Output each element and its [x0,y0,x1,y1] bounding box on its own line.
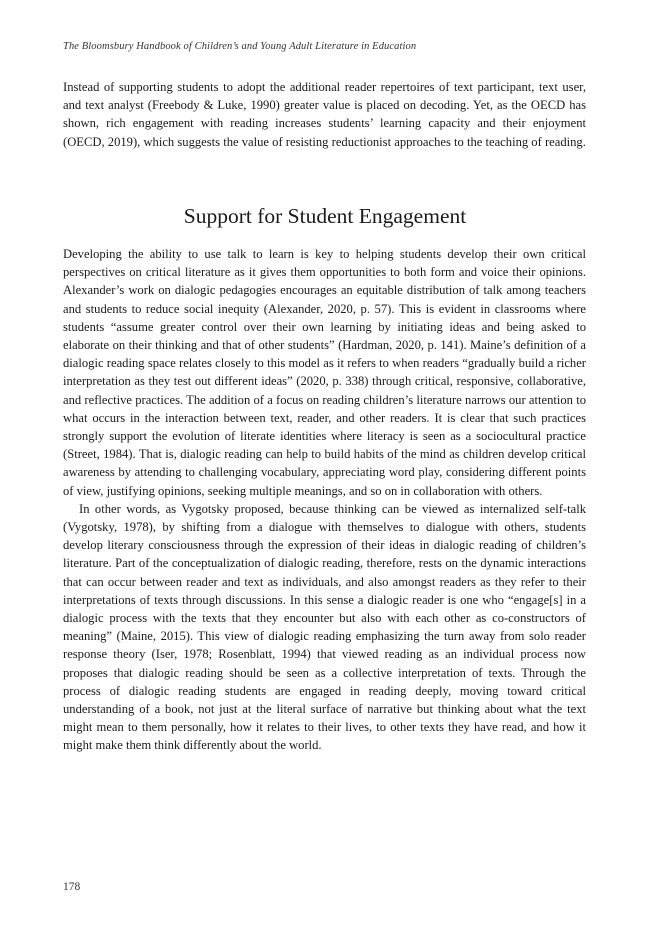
intro-text-block [63,78,586,151]
page-number: 178 [63,881,81,893]
section-body [63,245,586,755]
running-header: The Bloomsbury Handbook of Children’s and Young Adult Literature in Education [63,41,417,52]
body-paragraph-1: Developing the ability to use talk to learn is key to helping students develop their own critical perspectives on critical literature as it gives them opportunities to both form and voice their opinions. Alexander’s work on dialogic pedagogies encourages an equitable distribution of talk among teachers and students to reduce social inequity (Alexander, 2020, p. 57). This is evident in classrooms where students “assume greater control over their own learning by initiating ideas and being asked to elaborate on their thinking and that of other students” (Hardman, 2020, p. 141). Maine’s definition of a dialogic reading space relates closely to this model as it refers to when readers “gradually build a richer interpretation as they test out different ideas” (2020, p. 338) through critical, responsive, collaborative, and reflective practices. The addition of a focus on reading children’s literature narrows our attention to what occurs in the interaction between text, reader, and other readers. It is clear that such practices strongly support the evolution of literate identities where literacy is seen as a sociocultural practice (Street, 1984). That is, dialogic reading can help to build habits of the mind as children develop critical awareness by attending to challenging vocabulary, appreciating word play, considering different points of view, justifying opinions, seeking multiple meanings, and so on in collaboration with others. [63,247,586,498]
body-paragraph-2: In other words, as Vygotsky proposed, because thinking can be viewed as internalized self-talk (Vygotsky, 1978), by shifting from a dialogue with themselves to dialogue with others, students develop literary consciousness through the expression of their ideas in dialogic reading of children’s literature. Part of the conceptualization of dialogic reading, therefore, rests on the dynamic interactions that can occur between reader and text as individuals, and also amongst readers as they refer to their interpretations of texts through discussions. In this sense a dialogic reader is one who “engage[s] in a dialogic process with the texts that they encounter but also with each other as co-constructors of meaning” (Maine, 2015). This view of dialogic reading emphasizing the turn away from solo reader response theory (Iser, 1978; Rosenblatt, 1994) that viewed reading as an individual process now proposes that dialogic reading should be seen as a collective interpretation of texts. Through the process of dialogic reading students are engaged in reading deeply, moving toward critical understanding of a book, not just at the literal surface of narrative but thinking about what the text might mean to them personally, how it relates to their lives, to other texts they have read, and how it might make them think differently about the world. [63,501,586,753]
section-heading: Support for Student Engagement [183,204,467,228]
intro-paragraph: Instead of supporting students to adopt the additional reader repertoires of text participant, text user, and text analyst (Freebody & Luke, 1990) greater value is placed on decoding. Yet, as the OECD has shown, rich engagement with reading increases students’ learning capacity and their enjoyment (OECD, 2019), which suggests the value of resisting reductionist approaches to the teaching of reading. [63,80,586,149]
